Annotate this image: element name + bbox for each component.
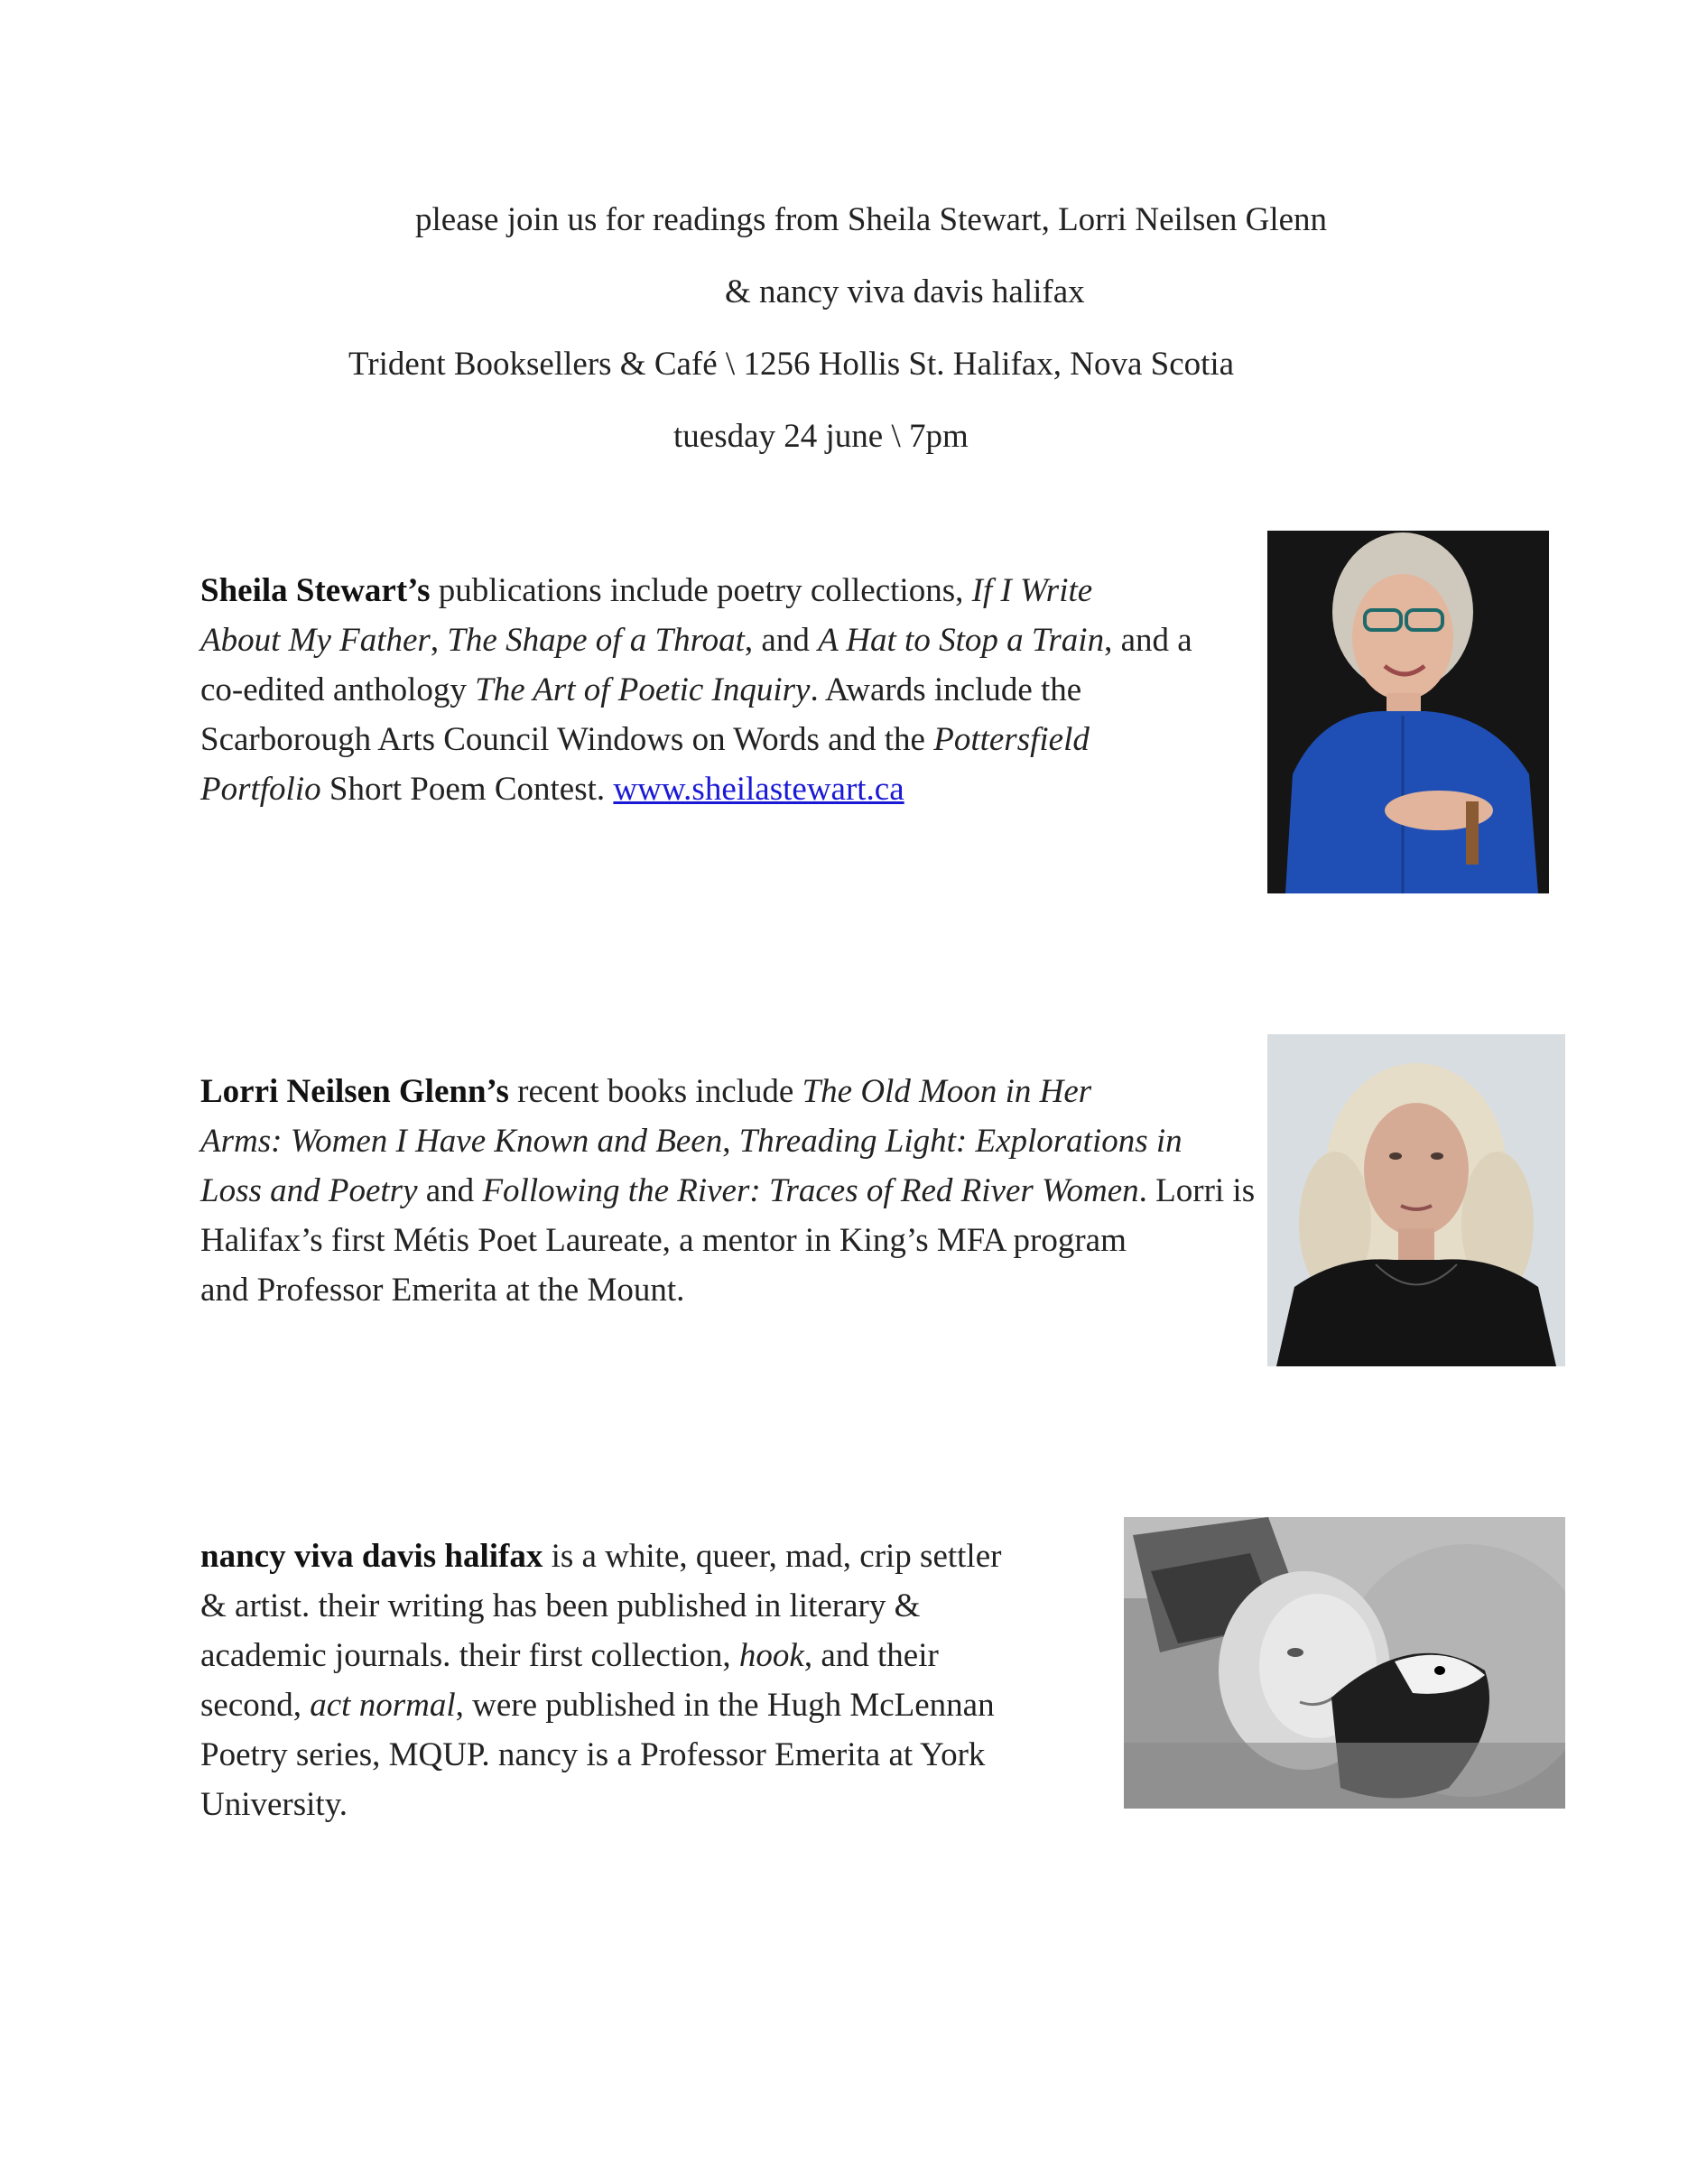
bio-line: Scarborough Arts Council Windows on Words and the Pottersfield — [200, 721, 1090, 758]
book-title: The Old Moon in Her — [802, 1073, 1092, 1110]
bio-line: University. — [200, 1786, 348, 1823]
date-time-line: tuesday 24 june \ 7pm — [673, 418, 969, 455]
magazine-title: Portfolio — [200, 771, 321, 808]
bio-line: second, act normal, were published in the Hugh McLennan — [200, 1687, 995, 1724]
author-name: Lorri Neilsen Glenn’s — [200, 1073, 509, 1110]
bio-line: Lorri Neilsen Glenn’s recent books include The Old Moon in Her — [200, 1073, 1092, 1110]
bio-sheila-stewart — [200, 566, 1247, 814]
website-link[interactable]: www.sheilastewart.ca — [613, 771, 904, 808]
book-title: The Shape of a Throat — [447, 622, 745, 659]
book-title: A Hat to Stop a Train — [818, 622, 1105, 659]
book-title: The Art of Poetic Inquiry — [475, 671, 811, 708]
bio-line: Poetry series, MQUP. nancy is a Professor Emerita at York — [200, 1736, 986, 1773]
bio-line: Arms: Women I Have Known and Been, Threading Light: Explorations in — [200, 1123, 1183, 1160]
sheila-stewart-photo — [1267, 531, 1549, 893]
author-name: nancy viva davis halifax — [200, 1538, 543, 1575]
bio-line: and Professor Emerita at the Mount. — [200, 1272, 685, 1309]
author-name: Sheila Stewart’s — [200, 572, 431, 609]
nancy-viva-davis-halifax-photo — [1124, 1517, 1565, 1809]
bio-line: About My Father, The Shape of a Throat, and A Hat to Stop a Train, and a — [200, 622, 1192, 659]
book-title: hook — [738, 1637, 804, 1674]
lorri-neilsen-glenn-photo — [1267, 1034, 1565, 1366]
book-title: act normal — [310, 1687, 456, 1724]
book-title: Arms: Women I Have Known and Been — [200, 1123, 723, 1160]
bio-line: Sheila Stewart’s publications include poetry collections, If I Write — [200, 572, 1093, 609]
magazine-title: Pottersfield — [933, 721, 1090, 758]
book-title: About My Father — [200, 622, 431, 659]
book-title: Loss and Poetry — [200, 1172, 418, 1209]
book-title: If I Write — [971, 572, 1093, 609]
book-title: Threading Light: Explorations in — [738, 1123, 1183, 1160]
venue-line: Trident Booksellers & Café \ 1256 Hollis St. Halifax, Nova Scotia — [348, 346, 1235, 383]
bio-line: & artist. their writing has been published in literary & — [200, 1587, 921, 1624]
bio-nancy-viva-davis-halifax — [200, 1532, 1112, 1829]
bio-line: academic journals. their first collection, hook, and their — [200, 1637, 939, 1674]
bio-lorri-neilsen-glenn — [200, 1067, 1256, 1315]
bio-line: Portfolio Short Poem Contest. www.sheilastewart.ca — [200, 771, 904, 808]
bio-line: nancy viva davis halifax is a white, queer, mad, crip settler — [200, 1538, 1002, 1575]
bio-line: Loss and Poetry and Following the River: Traces of Red River Women. Lorri is — [200, 1172, 1256, 1209]
bio-line: co-edited anthology The Art of Poetic Inquiry. Awards include the — [200, 671, 1082, 708]
bio-line: Halifax’s first Métis Poet Laureate, a mentor in King’s MFA program — [200, 1222, 1127, 1259]
invitation-line-names: & nancy viva davis halifax — [725, 273, 1085, 310]
book-title: Following the River: Traces of Red River Women — [482, 1172, 1139, 1209]
invitation-line: please join us for readings from Sheila Stewart, Lorri Neilsen Glenn — [415, 201, 1328, 238]
